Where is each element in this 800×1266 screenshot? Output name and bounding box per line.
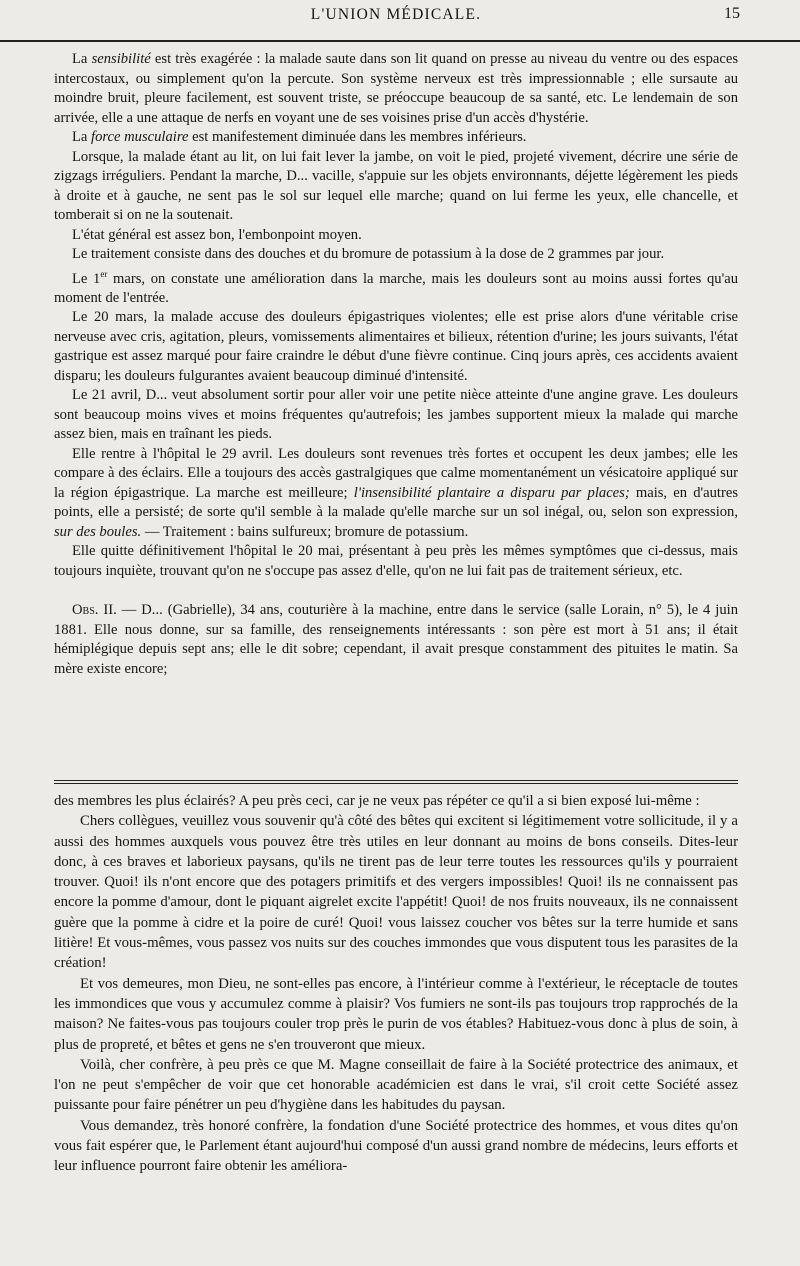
page-header — [54, 0, 738, 34]
paragraph: Vous demandez, très honoré confrère, la fondation d'une Société protectrice des hommes, et vous dites qu'on vous fait espérer que, le Parlement étant aujourd'hui composé d'un aussi grand nombre de médecins, leurs efforts et leur influence pourront faire obtenir les améliora- — [54, 1117, 738, 1175]
paragraph: Elle quitte définitivement l'hôpital le 20 mai, présentant à peu près les mêmes symptômes que ci-dessus, mais toujours inquiète, trouvant qu'on ne s'occupe pas assez d'elle, qu'on ne lui fait pas de traitement sérieux, etc. — [54, 543, 738, 579]
feuilleton-divider — [54, 780, 738, 784]
paragraph: Lorsque, la malade étant au lit, on lui fait lever la jambe, on voit le pied, projeté vivement, décrire une série de zigzags irréguliers. Pendant la marche, D... vacille, s'appuie sur les objets environnants, déjette légèrement les pieds à droite et à gauche, ne sent pas le sol sur lequel elle marche; quand on lui ferme les yeux, elle chancelle, et tomberait si on ne la soutenait. — [54, 148, 738, 223]
running-title: L'UNION MÉDICALE. — [310, 6, 482, 23]
header-rule — [0, 40, 800, 42]
paragraph: La sensibilité est très exagérée : la malade saute dans son lit quand on presse au niveau du ventre ou des espaces intercostaux, ou simplement qu'on la percute. Son système nerveux est très impressionnable ; elle sursaute au moindre bruit, pleure facilement, est souvent triste, se préoccupe beaucoup de sa santé, etc. Le lendemain de son arrivée, elle a une attaque de nerfs en voyant une de ses voisines prise d'un accès d'hystérie. — [54, 51, 739, 126]
paragraph: La force musculaire est manifestement diminuée dans les membres inférieurs. — [72, 129, 527, 145]
paragraph: Le traitement consiste dans des douches et du bromure de potassium à la dose de 2 grammes par jour. — [72, 246, 665, 262]
paragraph: Voilà, cher confrère, à peu près ce que M. Magne conseillait de faire à la Société protectrice des animaux, et l'on ne peut s'empêcher de voir que cet honorable académicien est dans le vrai, s'il croit cette Société assez puissante pour faire pénétrer un peu d'hygiène dans les habitudes du paysan. — [54, 1056, 738, 1114]
page-number: 15 — [724, 5, 740, 22]
paragraph: Chers collègues, veuillez vous souvenir qu'à côté des bêtes qui excitent si légitimement votre sollicitude, il y a aussi des hommes auxquels vous pouvez être très utiles en leur donnant au moins de bons conseils. Dites-leur donc, à ces braves et laborieux paysans, qu'ils ne tirent pas de leur terre toutes les ressources qu'ils y pourraient trouver. Quoi! ils n'ont encore que des potagers primitifs et des vergers impossibles! Quoi! ils ne connaissent pas encore la pomme d'amour, dont le piquant aigrelet excite l'appétit! Quoi! de nos fruits nouveaux, ils ne connaissent guère que la pomme à cidre et la poire de curé! Quoi! vous laissez coucher vos bêtes sur la terre humide et sans litière! Et vous-mêmes, vous passez vos nuits sur des couches immondes que vous disputent tous les parasites de la création! — [54, 813, 738, 972]
paragraph: Le 1er mars, on constate une amélioration dans la marche, mais les douleurs sont au moins aussi fortes qu'au moment de l'entrée. — [54, 268, 738, 306]
observation-label: Obs. II. — [72, 602, 117, 619]
main-article — [54, 50, 738, 679]
paragraph: des membres les plus éclairés? A peu près ceci, car je ne veux pas répéter ce qu'il a si bien exposé lui-même : — [54, 793, 700, 809]
paragraph: Le 20 mars, la malade accuse des douleurs épigastriques violentes; elle est prise alors d'une véritable crise nerveuse avec cris, agitation, pleurs, vomissements alimentaires et bilieux, rétention d'urine; les jours suivants, l'état gastrique est assez marqué pour faire craindre le début d'une fièvre continue. Cinq jours après, ces accidents avaient disparu; les douleurs fulgurantes avaient beaucoup diminué d'intensité. — [54, 309, 738, 384]
observation-paragraph: Obs. II. — D... (Gabrielle), 34 ans, couturière à la machine, entre dans le service (salle Lorain, n° 5), le 4 juin 1881. Elle nous donne, sur sa famille, des renseignements intéressants : son père est mort à 51 ans; il était hémiplégique depuis sept ans; elle le dit sobre; cependant, il avait presque constamment des pituites le matin. Sa mère existe encore; — [54, 602, 738, 677]
paragraph: Le 21 avril, D... veut absolument sortir pour aller voir une petite nièce atteinte d'une angine grave. Les douleurs sont beaucoup moins vives et moins fréquentes qu'autrefois; les jambes supportent mieux la malade qui marche assez bien, mais en traînant les pieds. — [54, 387, 738, 443]
paragraph: Et vos demeures, mon Dieu, ne sont-elles pas encore, à l'intérieur comme à l'extérieur, le réceptacle de toutes les immondices que vous y accumulez comme à plaisir? Vos fumiers ne sont-ils pas toujours trop rapprochés de la maison? Ne faites-vous pas toujours couler trop près le purin de vos étables? Habituez-vous donc à plus de soin, à plus de propreté, et bêtes et gens ne s'en trouveront que mieux. — [54, 975, 738, 1053]
paragraph: Elle rentre à l'hôpital le 29 avril. Les douleurs sont revenues très fortes et occupent les deux jambes; elle les compare à des éclairs. Elle a toujours des accès gastralgiques que calme momentanément un vésicatoire appliqué sur la région épigastrique. La marche est meilleure; l'insensibilité plantaire a disparu par places; mais, en d'autres points, elle a persisté; de sorte qu'il semble à la malade qu'elle marche sur un sol inégal, ou, selon son expression, sur des boules. — Traitement : bains sulfureux; bromure de potassium. — [54, 445, 738, 540]
feuilleton — [54, 791, 738, 1177]
paragraph: L'état général est assez bon, l'embonpoint moyen. — [72, 226, 362, 243]
